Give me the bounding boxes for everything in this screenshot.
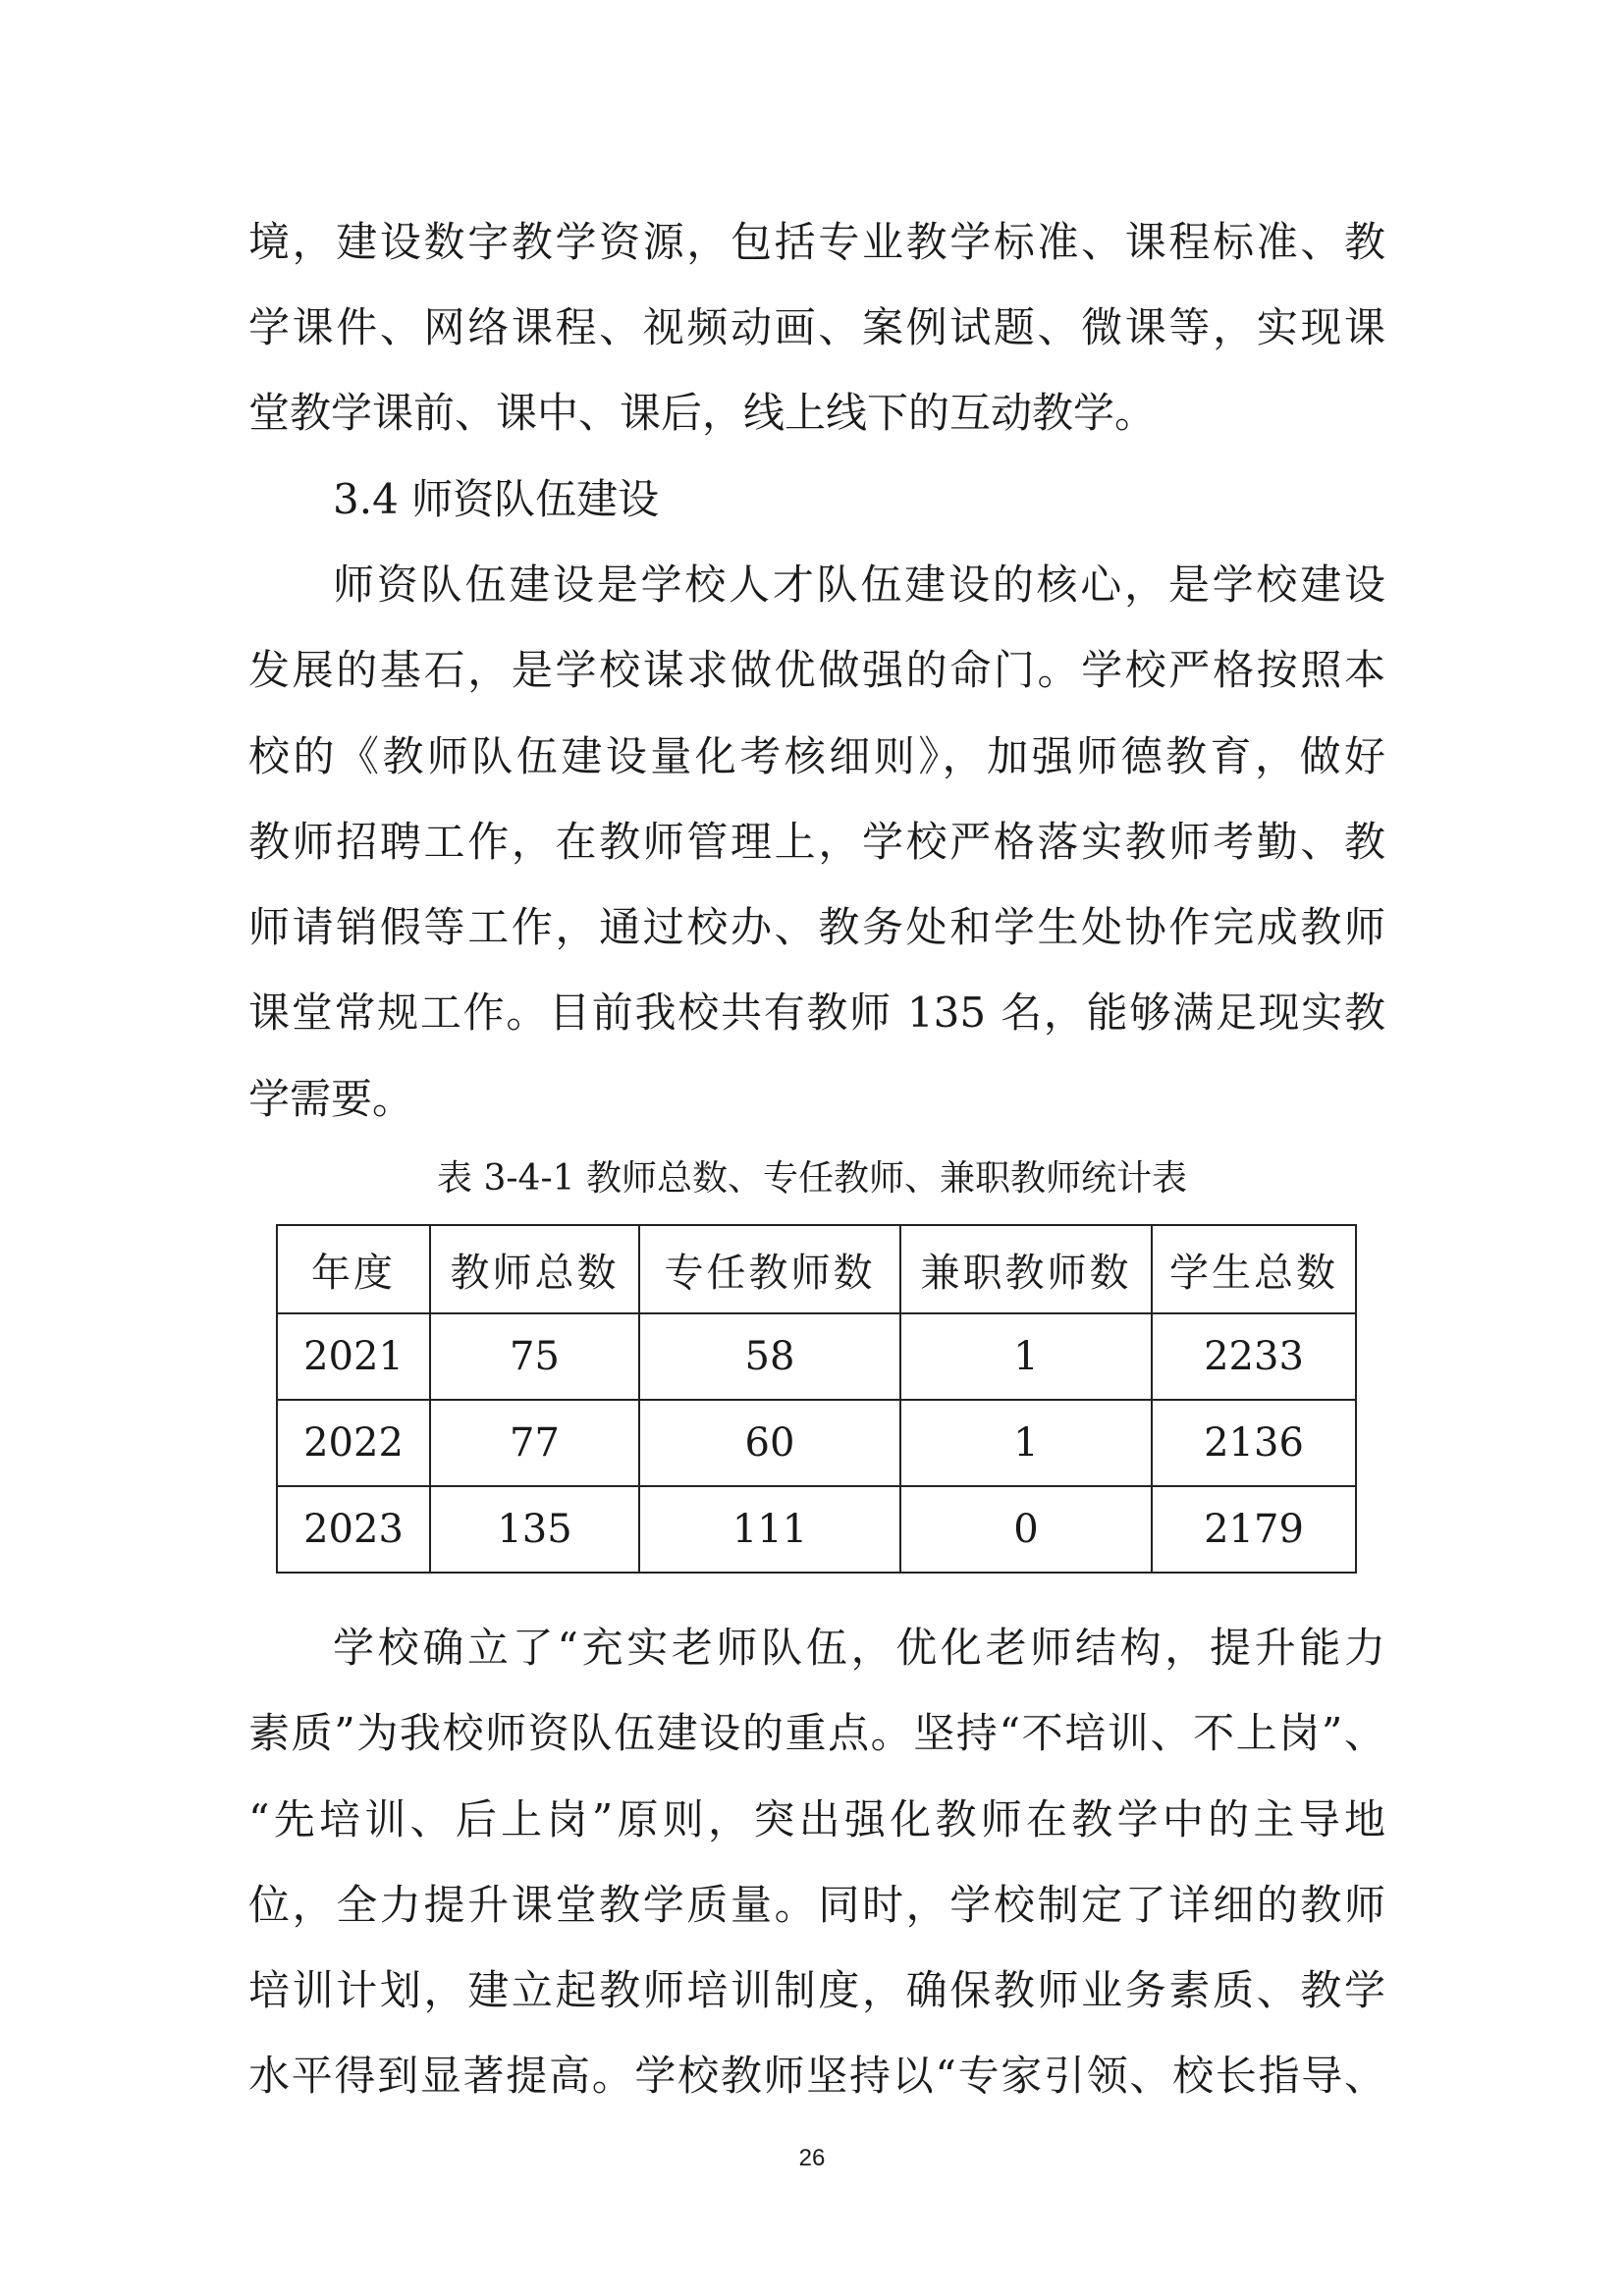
table-cell: 2179 bbox=[1152, 1486, 1356, 1573]
table-cell: 2023 bbox=[277, 1486, 430, 1573]
paragraph-line: 课堂常规工作。目前我校共有教师 135 名，能够满足现实教 bbox=[248, 988, 1385, 1037]
header-cell: 兼职教师数 bbox=[900, 1225, 1152, 1313]
paragraph-line: 位，全力提升课堂教学质量。同时，学校制定了详细的教师 bbox=[248, 1881, 1385, 1929]
header-cell: 专任教师数 bbox=[639, 1225, 900, 1313]
table-cell: 2233 bbox=[1152, 1313, 1356, 1400]
table-cell: 2136 bbox=[1152, 1400, 1356, 1486]
header-cell: 年度 bbox=[277, 1225, 430, 1313]
header-cell: 教师总数 bbox=[430, 1225, 639, 1313]
table-cell: 2022 bbox=[277, 1400, 430, 1486]
table-cell: 1 bbox=[900, 1313, 1152, 1400]
paragraph-line: 素质”为我校师资队伍建设的重点。坚持“不培训、不上岗”、 bbox=[248, 1709, 1385, 1757]
paragraph-line: 校的《教师队伍建设量化考核细则》，加强师德教育，做好 bbox=[248, 732, 1385, 780]
teacher-statistics-table bbox=[276, 1224, 1357, 1574]
table-header-row bbox=[277, 1225, 1356, 1313]
paragraph-line: “先培训、后上岗”原则，突出强化教师在教学中的主导地 bbox=[248, 1795, 1385, 1843]
paragraph-line: 师资队伍建设是学校人才队伍建设的核心，是学校建设 bbox=[333, 561, 1385, 609]
paragraph-line: 境，建设数字教学资源，包括专业教学标准、课程标准、教 bbox=[248, 218, 1385, 266]
table-cell: 60 bbox=[639, 1400, 900, 1486]
page-number: 26 bbox=[798, 2145, 826, 2171]
paragraph-line: 师请销假等工作，通过校办、教务处和学生处协作完成教师 bbox=[248, 903, 1385, 951]
table-cell: 1 bbox=[900, 1400, 1152, 1486]
table-row bbox=[277, 1400, 1356, 1486]
table-caption: 表 3-4-1 教师总数、专任教师、兼职教师统计表 bbox=[437, 1158, 1187, 1199]
paragraph-line: 学课件、网络课程、视频动画、案例试题、微课等，实现课 bbox=[248, 303, 1385, 351]
paragraph-line: 学需要。 bbox=[248, 1075, 414, 1123]
paragraph-line: 发展的基石，是学校谋求做优做强的命门。学校严格按照本 bbox=[248, 646, 1385, 694]
table-cell: 135 bbox=[430, 1486, 639, 1573]
table-cell: 2021 bbox=[277, 1313, 430, 1400]
table-cell: 75 bbox=[430, 1313, 639, 1400]
paragraph-line: 培训计划，建立起教师培训制度，确保教师业务素质、教学 bbox=[248, 1966, 1385, 2014]
table-row bbox=[277, 1313, 1356, 1400]
table-cell: 0 bbox=[900, 1486, 1152, 1573]
table-cell: 58 bbox=[639, 1313, 900, 1400]
paragraph-line: 堂教学课前、课中、课后，线上线下的互动教学。 bbox=[248, 389, 1157, 437]
paragraph-line: 水平得到显著提高。学校教师坚持以“专家引领、校长指导、 bbox=[248, 2052, 1385, 2100]
header-cell: 学生总数 bbox=[1152, 1225, 1356, 1313]
table-row bbox=[277, 1486, 1356, 1573]
table-cell: 111 bbox=[639, 1486, 900, 1573]
table-cell: 77 bbox=[430, 1400, 639, 1486]
paragraph-line: 学校确立了“充实老师队伍，优化老师结构，提升能力 bbox=[333, 1624, 1385, 1672]
section-heading: 3.4 师资队伍建设 bbox=[333, 475, 660, 523]
paragraph-line: 教师招聘工作，在教师管理上，学校严格落实教师考勤、教 bbox=[248, 818, 1385, 866]
